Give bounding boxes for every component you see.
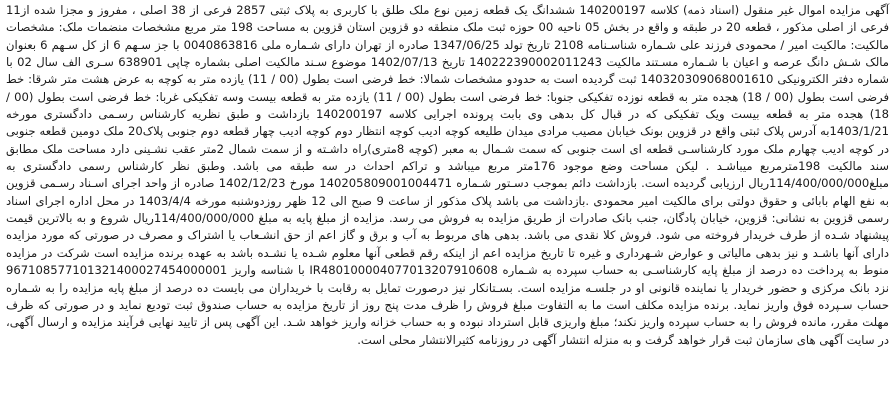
auction-notice-text: آگهی مزایده اموال غیر منقول (اسناد ذمه) کلاسه 140200197 ششدانگ یک قطعه زمین نوع ملک طلق با کاربری به پلاک ثبتی 2857 فرعی از 38 اصلی ، مفروز و مجزا شده از11 فرعی از اصلی مذکور ، قطعه 20 در طبقه و واقع در بخش 05 ناحیه 00 حوزه ثبت ملک منطقه دو قزوین استان قزوین به مساحت 198 متر مربع مشخصات منضمات ملک: مشخصات مالکیت: مالکیت امیر / محمودی فرزند علی شـماره شناسـنامه 2108 تاریخ تولد 1347/06/25 صادره از تهران دارای شـماره ملی 0040863816 با جز سـهم 6 از کل سـهم 6 بعنوان مالک شـش دانگ عرصه و اعیان با شـماره مسـتند مالکیت 140222390002011243 تاریخ 1402/07/13 موضوع سـند مالکیت اصلی بشماره چاپی 638901 سـری الف سال 02 با شماره دفتر الکترونیکی 140320309068001610 ثبت گردیده است به حدودو مشخصات شمالا: خط فرضی است بطول (00 / 11) یازده متر به کوچه به عرض هشت متر شرقا: خط فرضی است بطول (00 / 18) هجده متر به قطعه نوزده تفکیکی جنوبا: خط فرضی است بطول (00 / 11) یازده متر به قطعه بیست وسه تفکیکی غربا: خط فرضی است بطول (00 / 18) هجده متر به قطعه بیست ویک تفکیکی که در قبال کل بدهی وی بابت پرونده اجرایی کلاسه 140200197 بازداشت و طبق نظریه کارشناس رسـمی دادگستری مورخه 1403/1/21به آدرس پلاک ثبتی واقع در قزوین بونک خیابان مصیب مرادی میدان طلیعه کوچه ادیب کوچه انتظار دوم کوچه ادیب چهار قطعه دوم جنوبی پلاک20 ملک دومین قطعه جنوبی در کوچه ادیب چهارم ملک مورد کارشناسـی قطعه ای است جنوبی که سمت شـمال به معبر (کوچه 8متری)راه داشـته و از سمت شمال 2متر عقب نشـینی دارد مساحت ملک مطابق سند مالکیت 198مترمربع میباشـد . لیکن مساحت وضع موجود 176متر مربع میباشد و تراکم احداث در سه طبقه می باشد. وطبق نظر کارشناس رسمی دادگستری به مبلغ114/400/000/000ریال ارزیابی گردیده است. بازداشت دائم بموجب دسـتور شـماره 140205809001004471 مورخ 1402/12/23 صادره از واحد اجرای اسـناد رسـمی قزوین به نفع الهام بابائی و حقوق دولتی برای مالکیت امیر محمودی .بازداشت می باشد پلاک مذکور از ساعت 9 صبح الی 12 ظهر روزدوشنبه مورخه 1403/4/4 در محل اداره اجرای اسناد رسمی قزوین به نشانی: قزوین، خیابان پادگان، جنب بانک صادرات از طریق مزایده به فروش می رسد. مزایده از مبلغ پایه به مبلغ 114/400/000/000ریال شروع و به بالاترین قیمت پیشنهاد شـده از طرف خریدار فروخته می شود. فروش کلا نقدی می باشد. بدهی های مربوط به آب و برق و گاز اعم از حق انشـعاب یا اشتراک و مصرف در صورتی که مورد مزایده دارای آنها باشـد و نیز بدهی مالیاتی و عوارض شـهرداری و غیره تا تاریخ مزایده اعم از اینکه رقم قطعی آنها معلوم شـده یا نشـده باشد به عهده برنده مزایده است شرکت در مزایده منوط به پرداخت ده درصد از مبلغ پایه کارشناسـی به حساب سپرده به شـماره IR480100004077013207910608 با شناسه واریز 967108577101321400027454000001 نزد بانک مرکزی و حضور خریدار یا نماینده قانونی او در جلسـه مزایده است. بسـتانکار نیز درصورت تمایل به رقابت با خریداران می بایست ده درصد از مبلغ پایه مزایده را به شـماره حساب سـپرده فوق واریز نماید. برنده مزایده مکلف است ما به التفاوت مبلغ فروش را ظرف مدت پنج روز از تاریخ مزایده به حساب صندوق ثبت تودیع نماید و در صورتی که ظرف مهلت مقرر، مانده فروش را به حساب سپرده واریز نکند؛ مبلغ واریزی قابل استرداد نبوده و به حساب خزانه واریز خواهد شـد. این آگهی پس از تایید نهایی فرآیند مزایده و ارسال آگهی، در سایت آگهی های سازمان ثبت قرار خواهد گرفت و به منزله انتشار آگهی در روزنامه کثیرالانتشار محلی است. xyxy=(6,3,890,347)
